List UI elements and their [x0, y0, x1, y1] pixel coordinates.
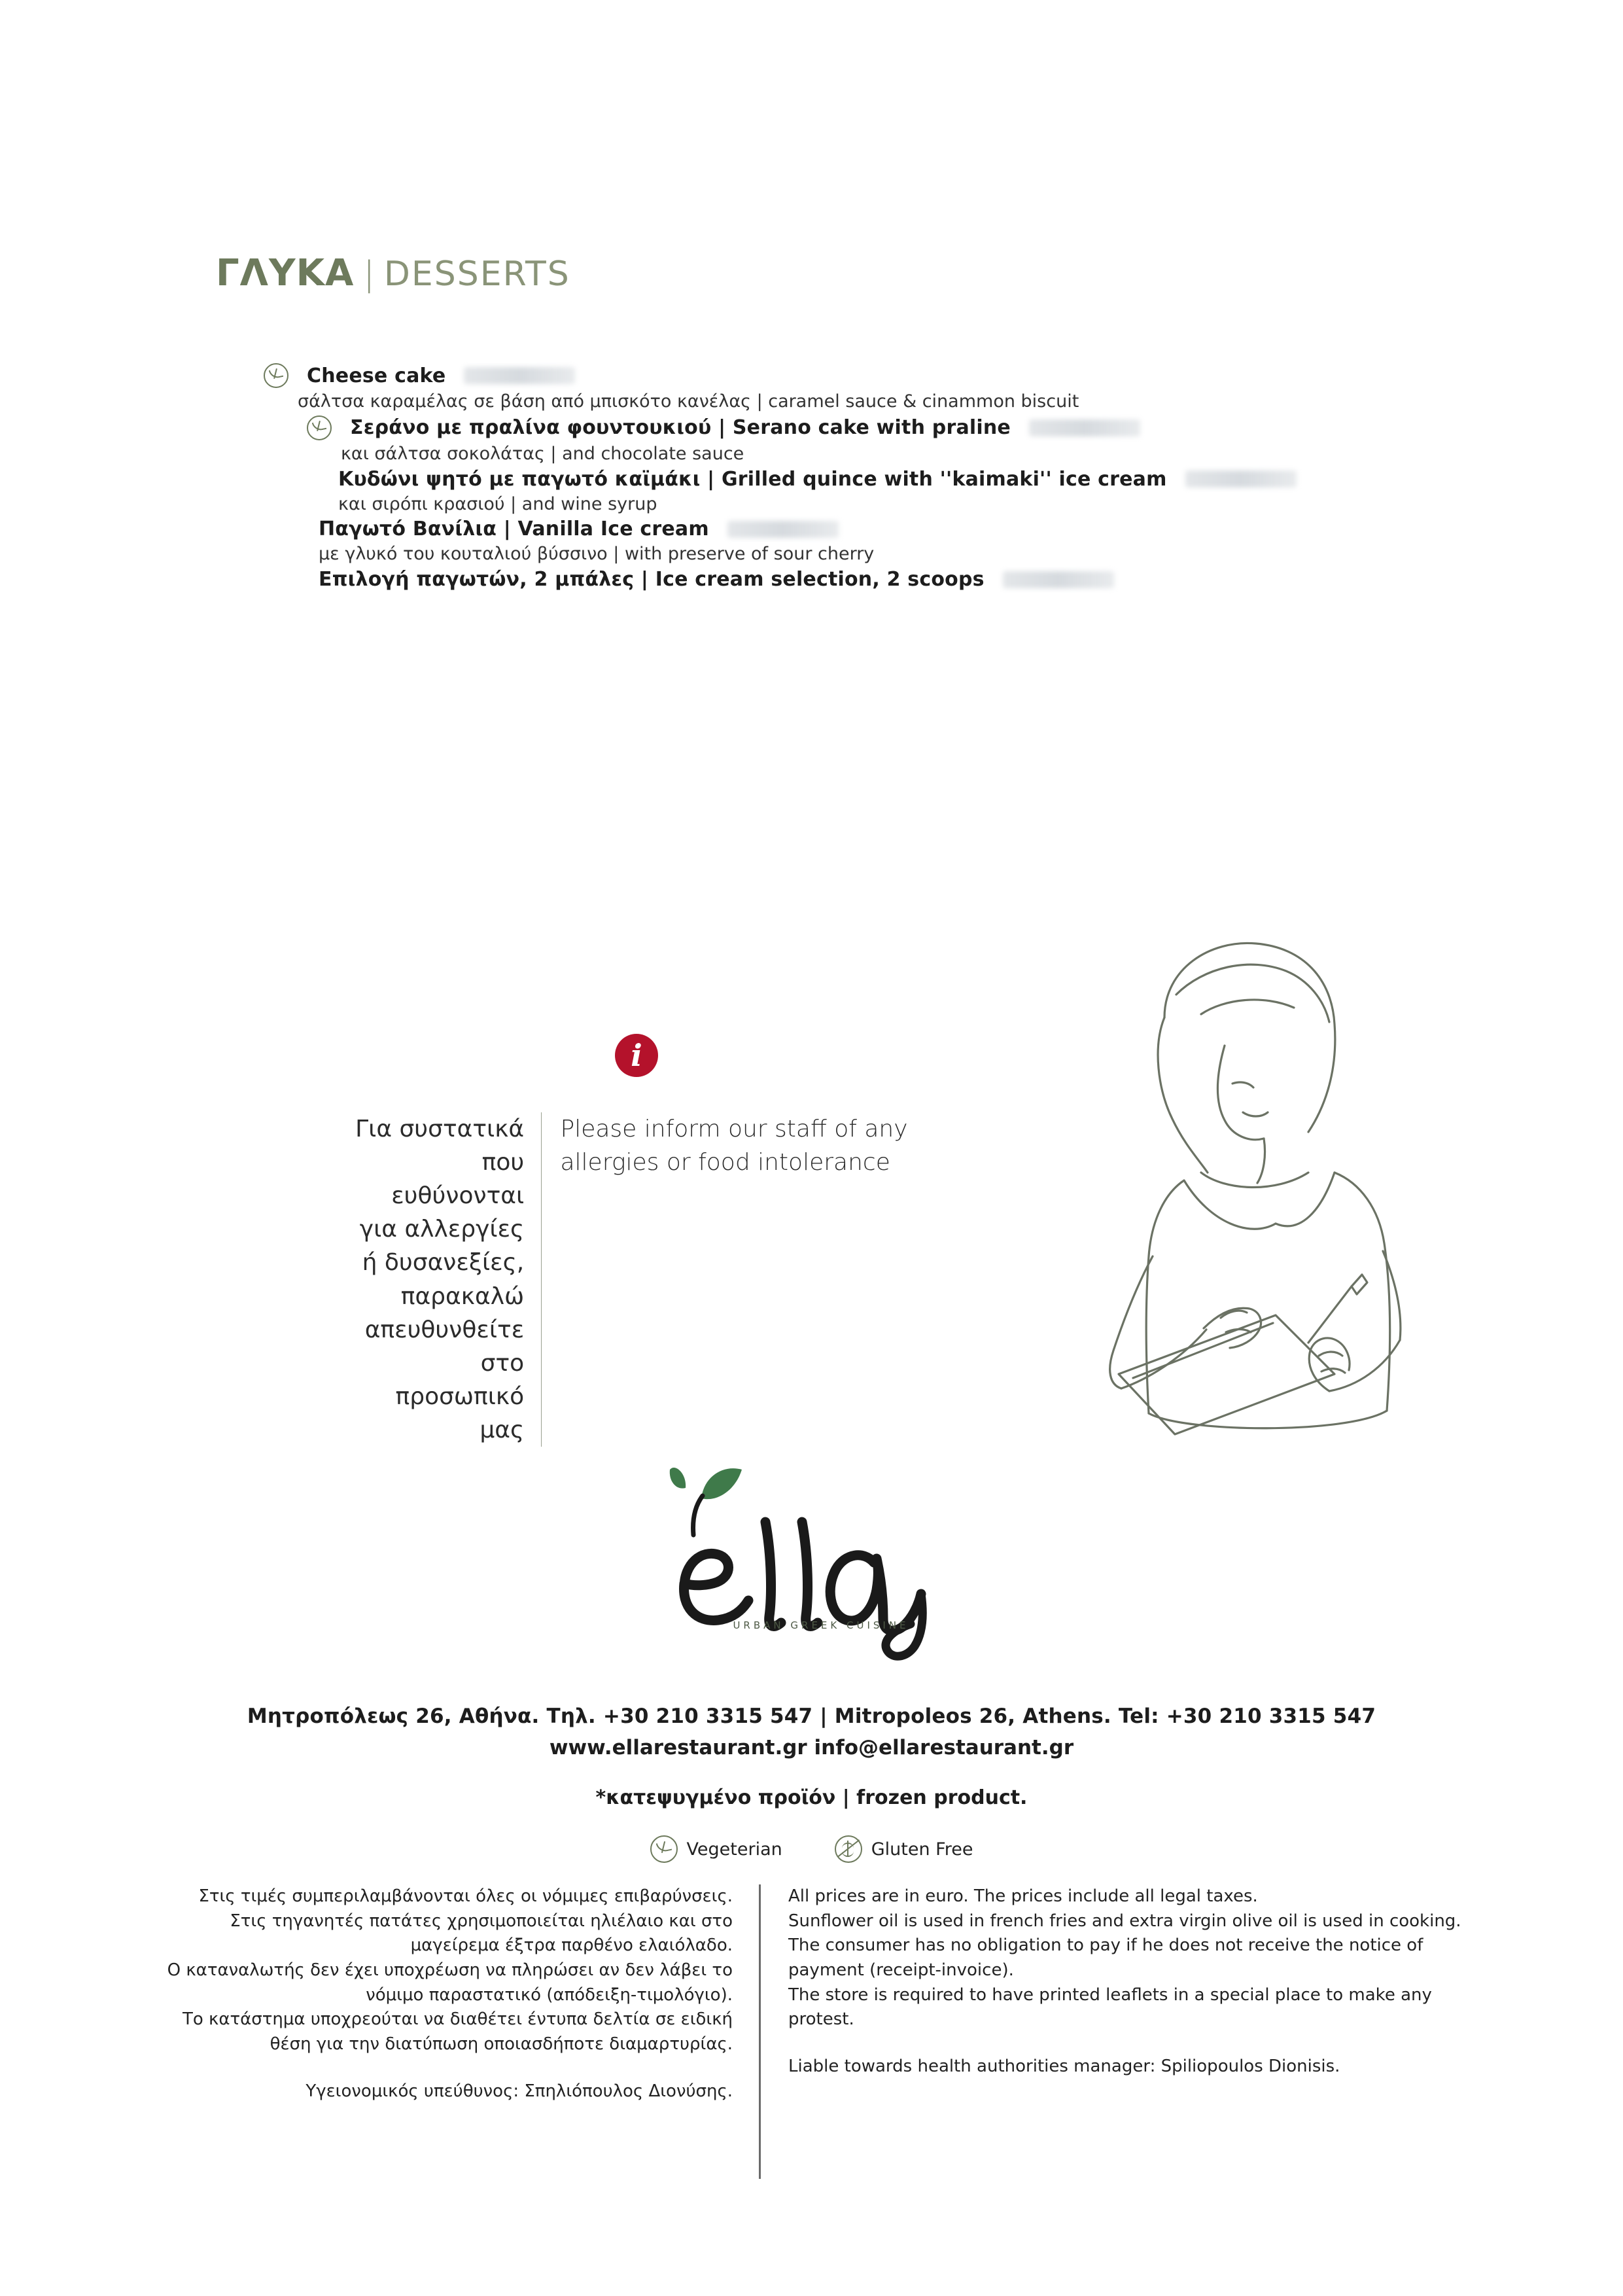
section-title-english: DESSERTS [383, 255, 570, 294]
frozen-product-note: *κατεψυγμένο προϊόν | frozen product. [595, 1786, 1028, 1809]
menu-item-title: Cheese cake [307, 364, 446, 387]
menu-item [298, 363, 1410, 413]
price-redacted [1029, 419, 1140, 436]
waitress-illustration [968, 916, 1557, 1459]
price-redacted [464, 367, 575, 384]
legal-greek-body: Στις τιμές συμπεριλαμβάνονται όλες οι νόμιμες επιβαρύνσεις. Στις τηγανητές πατάτες χρησιμοποιείται ηλιέλαιο και στο μαγείρεμα έξτρα παρθένο ελαιόλαδο. Ο καταναλωτής δεν έχει υποχρέωση να πληρώσει αν δεν λάβει το νόμιμο παραστατικό (απόδειξη-τιμολόγιο). Το κατάστημα υποχρεούται να διαθέτει έντυπα δελτία σε ειδική θέση για την διατύπωση οποιασδήποτε διαμαρτυρίας. [167, 1886, 733, 2055]
menu-item-description: με γλυκό του κουταλιού βύσσινο | with preserve of sour cherry [319, 544, 875, 565]
menu-item [338, 468, 1410, 516]
legal-english-manager: Liable towards health authorities manager: Spiliopoulos Dionisis. [788, 2057, 1340, 2077]
menu-item [319, 518, 1410, 565]
price-redacted [727, 521, 839, 538]
gluten-free-icon [835, 1835, 862, 1863]
menu-item-description: και σάλτσα σοκολάτας | and chocolate sauce [341, 443, 744, 464]
legend-label: Gluten Free [871, 1839, 973, 1860]
contact-address: Μητροπόλεως 26, Αθήνα. Τηλ. +30 210 3315 547 | Mitropoleos 26, Athens. Tel: +30 210 3315 547 [247, 1704, 1376, 1728]
legend-vegeterian [650, 1835, 782, 1863]
legal-english-body: All prices are in euro. The prices include all legal taxes. Sunflower oil is used in french fries and extra virgin olive oil is used in cooking. The consumer has no obligation to pay if he does not receive the notice of payment (receipt-invoice). The store is required to have printed leaflets in a special place to make any protest. [788, 1886, 1461, 2030]
allergy-text-greek: Για συστατικά που ευθύνονται για αλλεργίες ή δυσανεξίες, παρακαλώ απευθυνθείτε στο προσωπικό μας [355, 1116, 525, 1443]
desserts-menu-list [298, 363, 1410, 593]
legend-label: Vegeterian [686, 1839, 782, 1860]
info-icon: i [615, 1034, 658, 1077]
menu-item-description: σάλτσα καραμέλας σε βάση από μπισκότο κανέλας | caramel sauce & cinammon biscuit [298, 391, 1079, 412]
section-header [216, 252, 570, 294]
leaf-icon [670, 1468, 742, 1535]
logo-tagline: URBAN GREEK CUISINE [733, 1619, 909, 1631]
allergy-texts [353, 1112, 1007, 1447]
contact-block [0, 1704, 1623, 1759]
icon-legend [0, 1835, 1623, 1863]
section-title-greek: ΓΛΥΚΑ [216, 252, 355, 294]
legal-text-greek-column [150, 1884, 759, 2104]
menu-item-description: και σιρόπι κρασιού | and wine syrup [338, 493, 657, 514]
price-redacted [1185, 470, 1297, 487]
legal-greek-manager: Υγειονομικός υπεύθυνος: Σπηλιόπουλος Διονύσης. [305, 2081, 733, 2101]
contact-web[interactable]: www.ellarestaurant.gr info@ellarestaurant.gr [549, 1736, 1074, 1759]
menu-item-title: Επιλογή παγωτών, 2 μπάλες | Ice cream selection, 2 scoops [319, 568, 985, 591]
menu-item-title: Παγωτό Βανίλια | Vanilla Ice cream [319, 518, 709, 541]
allergy-text-english: Please inform our staff of any allergies or food intolerance [560, 1116, 908, 1176]
legend-gluten-free [835, 1835, 973, 1863]
menu-item-title: Σεράνο με πραλίνα φουντουκιού | Serano cake with praline [350, 416, 1011, 440]
vegetarian-icon [650, 1835, 678, 1863]
legal-notices [150, 1884, 1524, 2179]
menu-item [319, 568, 1410, 591]
title-separator: | [363, 255, 375, 294]
vegetarian-icon [264, 363, 288, 388]
menu-item [341, 415, 1410, 465]
vegetarian-icon [307, 415, 332, 440]
menu-item-title: Κυδώνι ψητό με παγωτό καϊμάκι | Grilled quince with ''kaimaki'' ice cream [338, 467, 1167, 491]
brand-logo [667, 1459, 962, 1675]
legal-text-english-column [761, 1884, 1475, 2079]
price-redacted [1003, 571, 1114, 588]
